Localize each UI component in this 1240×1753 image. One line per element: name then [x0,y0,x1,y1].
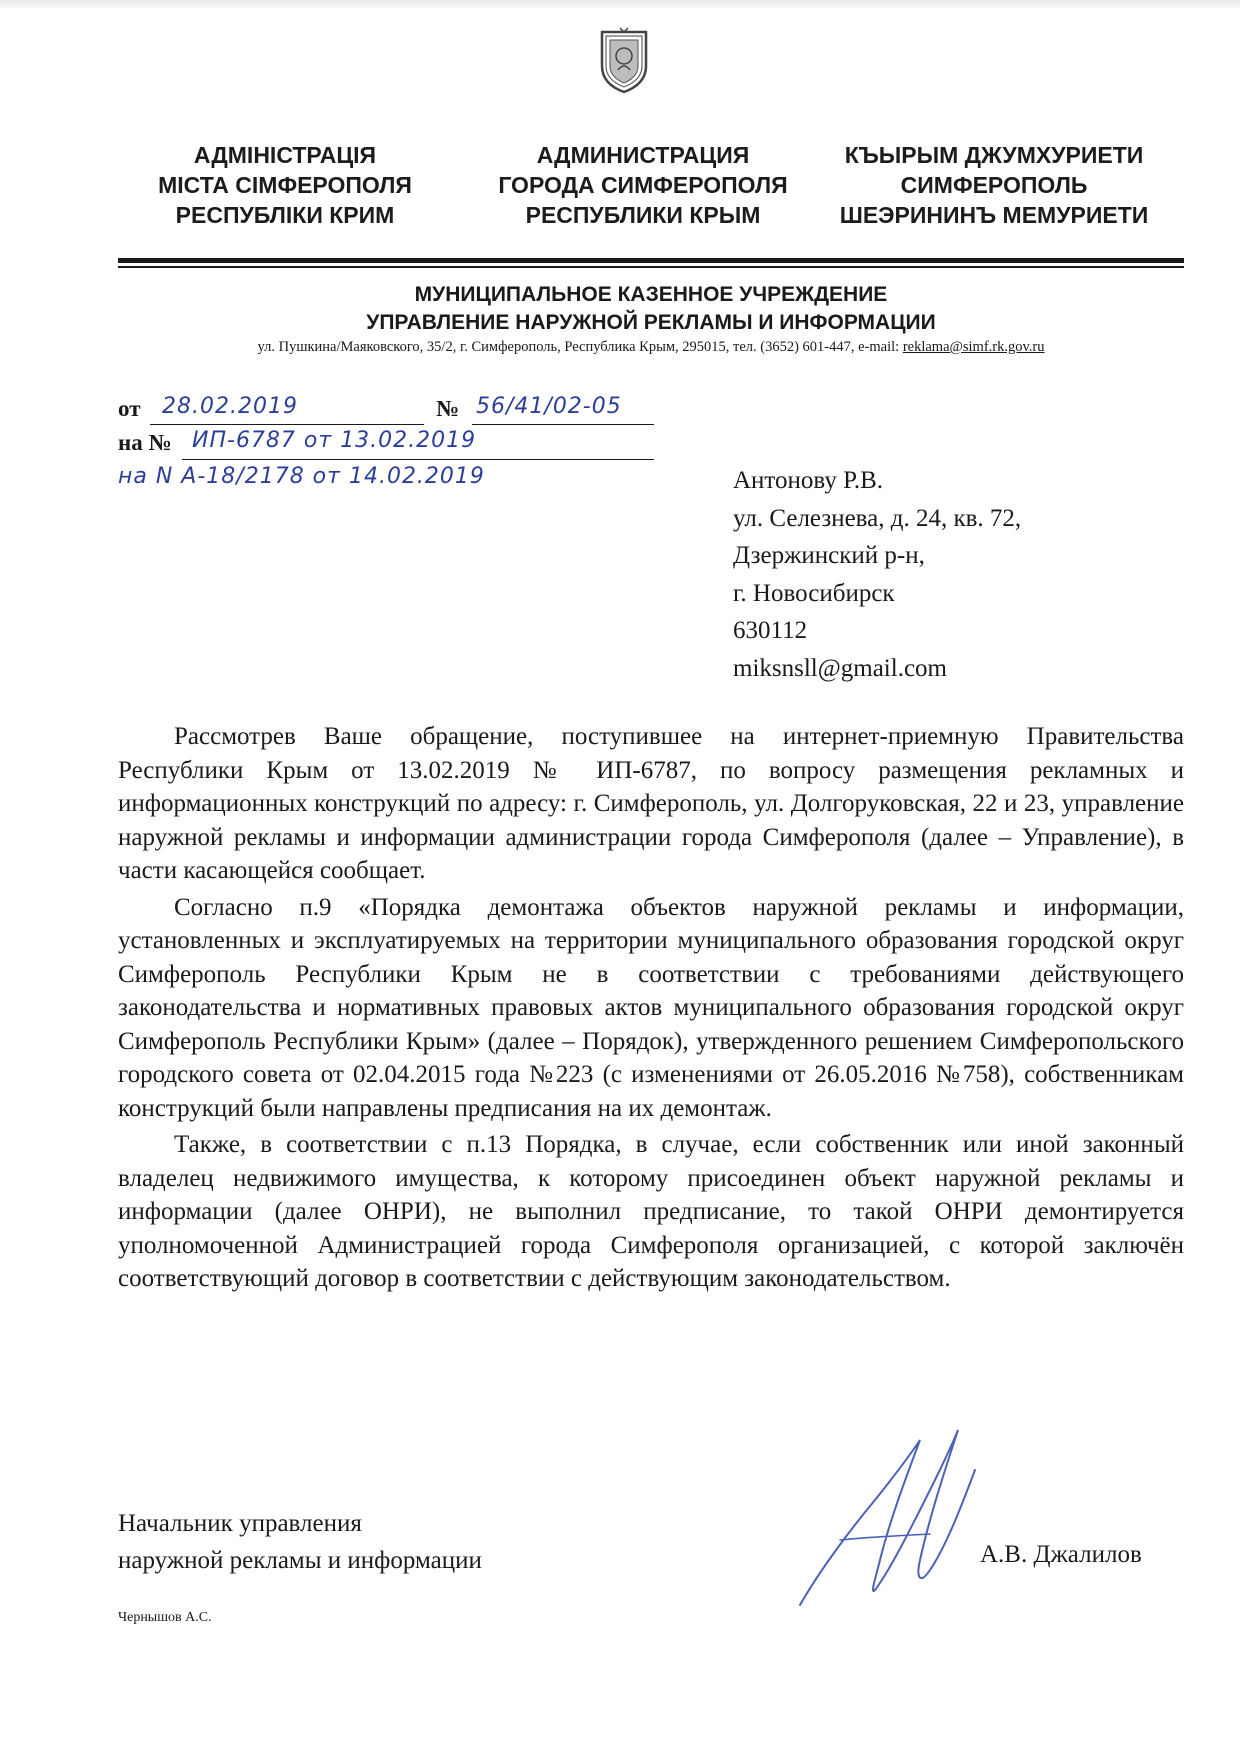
handwritten-signature [780,1420,1000,1620]
body-paragraph-1: Рассмотрев Ваше обращение, поступившее на интернет-приемную Правительства Республики Крым от 13.02.2019 № ИП-6787, по вопросу размещения рекламных и информационных конструкций по адресу: г. Симферополь, ул. Долгоруковская, 22 и 23, управление наружной рекламы и информации администрации города Симферополя (далее – Управление), в части касающейся сообщает. [118,723,1184,884]
organization-address [118,339,1184,356]
recipient-name: Антонову Р.В. [733,467,884,494]
header-ua-line-3: РЕСПУБЛІКИ КРИМ [175,202,395,228]
header-ua-line-2: МІСТА СІМФЕРОПОЛЯ [158,172,412,198]
recipient-postcode: 630112 [733,617,808,644]
recipient-block [733,462,1021,687]
number-label: № [436,396,460,421]
signatory-title-line-2: наружной рекламы и информации [118,1547,482,1574]
recipient-city: г. Новосибирск [733,579,895,607]
header-crimean-tatar [829,140,1159,230]
header-ru-line-1: АДМИНИСТРАЦИЯ [536,142,750,168]
header-ru-line-3: РЕСПУБЛИКИ КРЫМ [525,202,761,228]
recipient-email: miksnsll@gmail.com [733,654,947,682]
header-russian [478,140,808,230]
address-text: ул. Пушкина/Маяковского, 35/2, г. Симферополь, Республика Крым, 295015, тел. (3652) 601-447, e-mail: [257,339,903,355]
header-ua-line-1: АДМІНІСТРАЦІЯ [193,142,377,168]
header-ukrainian [120,140,450,230]
signatory-title [118,1505,482,1579]
executor-name: Чернышов А.С. [118,1610,212,1625]
header-crh-line-1: КЪЫРЫМ ДЖУМХУРИЕТИ [844,142,1144,168]
organization-line-1: МУНИЦИПАЛЬНОЕ КАЗЕННОЕ УЧРЕЖДЕНИЕ [414,283,888,306]
body-paragraph-2: Согласно п.9 «Порядка демонтажа объектов наружной рекламы и информации, установленных и эксплуатируемых на территории муниципального образования городской округ Симферополь Республики Крым не в соответствии с требованиями действующего законодательства и нормативных правовых актов муниципального образования городской округ Симферополь Республики Крым» (далее – Порядок), утвержденного решением Симферопольского городского совета от 02.04.2015 года №223 (с изменениями от 26.05.2016 №758), собственникам конструкций были направлены предписания на их демонтаж. [118,893,1184,1122]
signatory-title-line-1: Начальник управления [118,1510,362,1537]
header-ru-line-2: ГОРОДА СИМФЕРОПОЛЯ [498,172,788,198]
header-divider-thin [118,266,1184,268]
ref-handwritten: ИП-6787 от 13.02.2019 [192,428,477,453]
organization-line-2: УПРАВЛЕНИЕ НАРУЖНОЙ РЕКЛАМЫ И ИНФОРМАЦИИ [366,311,936,334]
letter-body [118,720,1184,1299]
number-handwritten: 56/41/02-05 [476,394,622,419]
ref-underline [182,459,654,460]
body-paragraph-3: Также, в соответствии с п.13 Порядка, в случае, если собственник или иной законный владелец недвижимого имущества, к которому присоединен объект наружной рекламы и информации (далее ОНРИ), не выполнил предписание, то такой ОНРИ демонтируется уполномоченной Администрацией города Симферополя организацией, с которой заключён соответствующий договор в соответствии с действующим законодательством. [118,1131,1184,1292]
date-label: от [118,396,141,421]
number-underline [472,424,654,425]
coat-of-arms-icon [596,26,652,96]
organization-email: reklama@simf.rk.gov.ru [902,339,1045,355]
date-handwritten: 28.02.2019 [162,394,298,419]
date-underline [150,424,424,425]
signatory-name: А.В. Джалилов [980,1541,1142,1568]
ref-label: на № [118,430,172,455]
recipient-district: Дзержинский р-н, [733,542,925,569]
header-divider-thick [118,258,1184,263]
organization-name [118,281,1184,337]
scan-edge-shadow [0,0,1240,10]
header-crh-line-3: ШЕЭРИНИНЪ МЕМУРИЕТИ [839,202,1149,228]
header-crh-line-2: СИМФЕРОПОЛЬ [900,172,1088,198]
ref2-handwritten: на N А-18/2178 от 14.02.2019 [118,464,485,489]
recipient-street: ул. Селезнева, д. 24, кв. 72, [733,504,1022,532]
